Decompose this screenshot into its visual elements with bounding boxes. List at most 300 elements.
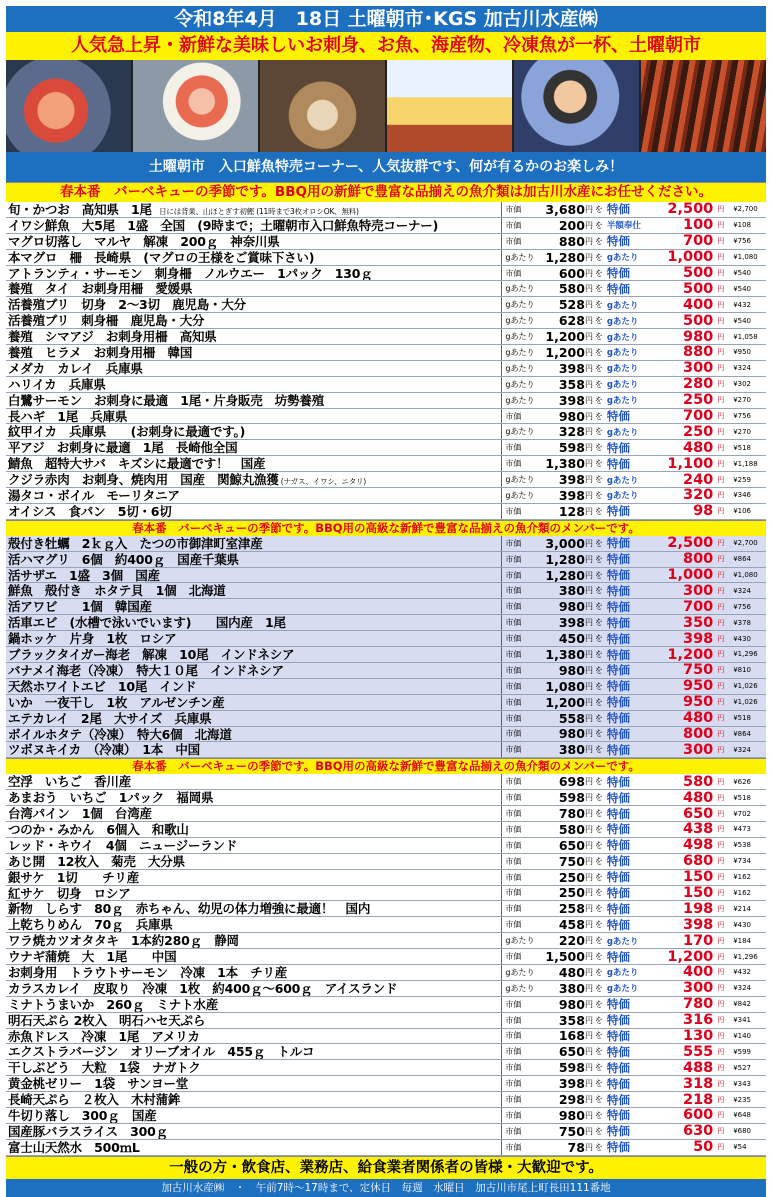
discount-tag: 特価	[606, 806, 630, 821]
tax-included-price: ¥324	[733, 984, 752, 993]
item-name-text: 養殖 シマアジ お刺身用柵 高知県	[8, 329, 217, 345]
price-label: 市価	[505, 1079, 522, 1089]
item-name	[6, 711, 502, 726]
market-price: 3,000	[545, 535, 585, 551]
item-name	[6, 1029, 502, 1044]
item-name-text: 上乾ちりめん 70ｇ 兵庫県	[8, 917, 173, 933]
special-price: 555	[682, 1043, 714, 1060]
item-name	[6, 393, 502, 408]
item-name	[6, 313, 502, 328]
discount-tag: 特価	[606, 901, 630, 916]
particle: を	[594, 1047, 603, 1057]
particle: を	[594, 1126, 603, 1136]
discount-tag: 特価	[606, 917, 630, 932]
item-name-text: エクストラバージン オリーブオイル 455ｇ トルコ	[8, 1044, 315, 1060]
market-price: 650	[558, 1044, 585, 1060]
price-label: 市価	[505, 1110, 522, 1120]
item-name	[6, 1044, 502, 1059]
particle: を	[594, 1110, 603, 1120]
item-name-text: いか 一夜干し 1枚 アルゼンチン産	[8, 694, 225, 710]
item-name-text: 台湾パイン 1個 台湾産	[8, 806, 152, 821]
yen-unit: 円	[717, 586, 725, 595]
yen-unit: 円	[584, 284, 593, 294]
yen-unit: 円	[717, 809, 725, 818]
discount-tag: gあたり	[606, 316, 639, 327]
price-row	[6, 854, 766, 870]
yen-unit: 円	[717, 443, 725, 452]
particle: を	[594, 952, 603, 962]
price-row	[6, 790, 766, 806]
yen-unit: 円	[717, 618, 725, 627]
market-price: 558	[558, 710, 585, 726]
yen-unit: 円	[584, 1063, 593, 1073]
special-price: 630	[682, 1123, 714, 1140]
tax-included-price: ¥1,058	[733, 332, 758, 341]
item-name-text: カラスカレイ 皮取り 冷凍 1枚 約400ｇ～600ｇ アイスランド	[8, 980, 398, 996]
particle: を	[594, 872, 603, 882]
price-label: 市価	[505, 999, 522, 1009]
price-label: 市価	[505, 856, 522, 866]
tax-included-price: ¥538	[733, 841, 752, 850]
discount-tag: 特価	[606, 583, 630, 598]
particle: を	[594, 983, 603, 993]
tax-included-price: ¥341	[733, 1016, 752, 1025]
yen-unit: 円	[584, 967, 593, 977]
market-price: 168	[558, 1028, 585, 1044]
yen-unit: 円	[717, 602, 725, 611]
tax-included-price: ¥540	[733, 284, 752, 293]
item-name	[6, 1092, 502, 1107]
item-name	[6, 536, 502, 551]
market-price: 78	[567, 1139, 585, 1155]
item-name-text: 旬・かつお 高知県 1尾	[8, 202, 152, 217]
price-row	[6, 822, 766, 838]
price-row	[6, 345, 766, 361]
discount-tag: 特価	[606, 711, 630, 726]
particle: を	[594, 665, 603, 675]
market-price: 750	[558, 1123, 585, 1139]
item-name-text: ウナギ蒲焼 大 1尾 中国	[8, 949, 177, 964]
special-price: 316	[682, 1012, 714, 1029]
discount-tag: 特価	[606, 504, 630, 519]
tax-included-price: ¥2,700	[733, 539, 758, 548]
special-price: 488	[682, 1059, 714, 1076]
item-name	[6, 266, 502, 281]
item-name	[6, 250, 502, 265]
price-row	[6, 1013, 766, 1029]
special-price: 500	[682, 312, 714, 329]
special-price: 1,200	[667, 646, 714, 663]
discount-tag: 特価	[606, 870, 630, 885]
tax-included-price: ¥702	[733, 809, 752, 818]
yen-unit: 円	[584, 554, 593, 564]
yen-unit: 円	[717, 300, 725, 309]
item-name	[6, 599, 502, 614]
yen-unit: 円	[717, 459, 725, 468]
special-price: 498	[682, 837, 714, 854]
yen-unit: 円	[584, 649, 593, 659]
item-name-text: 牛切り落し 300ｇ 国産	[8, 1107, 157, 1123]
price-row	[6, 472, 766, 488]
discount-tag: 特価	[606, 552, 630, 567]
price-label: 市価	[505, 840, 522, 850]
yen-unit: 円	[584, 475, 593, 485]
yen-unit: 円	[584, 618, 593, 628]
price-label: 市価	[505, 1031, 522, 1041]
price-label: gあたり	[505, 475, 535, 485]
price-row	[6, 297, 766, 313]
price-row	[6, 409, 766, 425]
discount-tag: gあたり	[606, 300, 639, 311]
item-name-text: 天然ホワイトエビ 10尾 インド	[8, 678, 197, 694]
tax-included-price: ¥1,080	[733, 253, 758, 262]
price-label: 市価	[505, 697, 522, 707]
tax-included-price: ¥626	[733, 777, 752, 786]
yen-unit: 円	[717, 650, 725, 659]
price-row	[6, 711, 766, 727]
discount-tag: gあたり	[606, 332, 639, 343]
discount-tag: 特価	[606, 409, 630, 424]
discount-tag: gあたり	[606, 968, 639, 979]
price-label: 市価	[505, 570, 522, 580]
price-label: 市価	[505, 793, 522, 803]
item-name	[6, 218, 502, 233]
yen-unit: 円	[584, 1047, 593, 1057]
discount-tag: 特価	[606, 679, 630, 694]
price-label: 市価	[505, 1047, 522, 1057]
item-name-text: ハリイカ 兵庫県	[8, 376, 106, 392]
market-price: 1,200	[545, 344, 585, 360]
item-name-text: 活サザエ 1盛 3個 国産	[8, 567, 160, 583]
yen-unit: 円	[584, 538, 593, 548]
yen-unit: 円	[717, 555, 725, 564]
item-name	[6, 202, 502, 217]
yen-unit: 円	[584, 936, 593, 946]
price-row	[6, 552, 766, 568]
price-label: 市価	[505, 602, 522, 612]
discount-tag: 特価	[606, 726, 630, 741]
yen-unit: 円	[584, 411, 593, 421]
tax-included-price: ¥756	[733, 237, 752, 246]
yen-unit: 円	[584, 920, 593, 930]
price-row	[6, 234, 766, 250]
item-name-text: 鮮魚 殻付き ホタテ貝 1個 北海道	[8, 583, 226, 599]
page-title: 令和8年4月 18日 土曜朝市･KGS 加古川水産㈱	[6, 6, 766, 32]
tax-included-price: ¥756	[733, 602, 752, 611]
yen-unit: 円	[584, 809, 593, 818]
tax-included-price: ¥2,700	[733, 205, 758, 214]
item-name-text: つのか・みかん 6個入 和歌山	[8, 821, 189, 837]
special-price: 300	[682, 360, 714, 377]
item-name	[6, 1108, 502, 1123]
yen-unit: 円	[717, 507, 725, 516]
discount-tag: 特価	[606, 1013, 630, 1028]
discount-tag: 特価	[606, 456, 630, 471]
particle: を	[594, 713, 603, 723]
item-name-text: 鯖魚 超特大サバ キズシに最適です！ 国産	[8, 456, 266, 472]
special-price: 1,000	[667, 567, 714, 584]
item-name-text: 養殖 ヒラメ お刺身用柵 韓国	[8, 345, 193, 360]
price-row	[6, 250, 766, 266]
discount-tag: 特価	[606, 663, 630, 678]
item-name	[6, 424, 502, 439]
price-row	[6, 583, 766, 599]
tax-included-price: ¥324	[733, 586, 752, 595]
bbq-illustration	[387, 60, 512, 152]
price-label: 市価	[505, 729, 522, 739]
yen-unit: 円	[584, 745, 593, 755]
item-name-text: イワシ鮮魚 大5尾 1盛 全国 (9時まで；土曜朝市入口鮮魚特売コーナー)	[8, 217, 439, 233]
market-price: 880	[558, 233, 585, 249]
tax-included-price: ¥346	[733, 491, 752, 500]
item-name-text: ワラ焼カツオタタキ 1本約280ｇ 静岡	[8, 933, 239, 949]
sub-banner: 土曜朝市 入口鮮魚特売コーナー、人気抜群です、何が有るかのお楽しみ！	[6, 152, 766, 182]
market-price: 1,280	[545, 551, 585, 567]
tax-included-price: ¥430	[733, 920, 752, 929]
market-price: 328	[558, 424, 585, 440]
price-label: 市価	[505, 920, 522, 930]
yen-unit: 円	[584, 347, 593, 357]
item-name-text: 平アジ お刺身に最適 1尾 長崎他全国	[8, 440, 238, 456]
tax-included-price: ¥648	[733, 1111, 752, 1120]
price-list-section	[6, 202, 766, 520]
price-row	[6, 361, 766, 377]
tax-included-price: ¥518	[733, 793, 752, 802]
item-name-text: 空浮 いちご 香川産	[8, 774, 132, 790]
price-label: gあたり	[505, 347, 535, 357]
yen-unit: 円	[584, 697, 593, 707]
item-name	[6, 663, 502, 678]
special-price: 1,000	[667, 249, 714, 266]
price-label: 市価	[505, 586, 522, 596]
item-name-text: ブラックタイガー海老 解凍 10尾 インドネシア	[8, 647, 295, 662]
particle: を	[594, 1142, 603, 1152]
particle: を	[594, 284, 603, 294]
price-row	[6, 329, 766, 345]
item-name-text: あじ開 12枚入 菊売 大分県	[8, 853, 185, 869]
price-row	[6, 202, 766, 218]
yen-unit: 円	[717, 952, 725, 961]
discount-tag: gあたり	[606, 364, 639, 375]
particle: を	[594, 840, 603, 850]
particle: を	[594, 809, 603, 818]
item-name	[6, 631, 502, 646]
market-price: 1,380	[545, 456, 585, 472]
tax-included-price: ¥810	[733, 666, 752, 675]
yen-unit: 円	[584, 220, 593, 230]
price-label: 市価	[505, 809, 522, 818]
item-name	[6, 1140, 502, 1155]
market-price: 398	[558, 472, 585, 488]
market-price: 450	[558, 631, 585, 647]
special-price: 320	[682, 487, 714, 504]
flyer	[6, 6, 766, 1197]
yen-unit: 円	[717, 221, 725, 230]
item-name	[6, 727, 502, 742]
discount-tag: 特価	[606, 281, 630, 296]
tax-included-price: ¥842	[733, 1000, 752, 1009]
yen-unit: 円	[717, 332, 725, 341]
yen-unit: 円	[717, 539, 725, 548]
yen-unit: 円	[584, 427, 593, 437]
yen-unit: 円	[717, 777, 725, 786]
price-label: 市価	[505, 220, 522, 230]
yen-unit: 円	[584, 506, 593, 516]
yen-unit: 円	[584, 999, 593, 1009]
price-row	[6, 536, 766, 552]
price-label: gあたり	[505, 427, 535, 437]
tax-included-price: ¥430	[733, 634, 752, 643]
special-price: 1,200	[667, 948, 714, 965]
yen-unit: 円	[717, 841, 725, 850]
item-name	[6, 552, 502, 567]
yen-unit: 円	[584, 888, 593, 898]
yen-unit: 円	[717, 380, 725, 389]
particle: を	[594, 824, 603, 834]
item-name-text: 活ハマグリ 6個 約400ｇ 国産千葉県	[8, 551, 239, 567]
price-row	[6, 933, 766, 949]
price-row	[6, 695, 766, 711]
item-name	[6, 409, 502, 424]
price-list-section	[6, 774, 766, 1155]
item-name	[6, 297, 502, 312]
discount-tag: 特価	[606, 1124, 630, 1139]
price-label: 市価	[505, 1095, 522, 1105]
price-row	[6, 377, 766, 393]
tax-included-price: ¥527	[733, 1063, 752, 1072]
price-row	[6, 266, 766, 282]
tax-included-price: ¥1,296	[733, 952, 758, 961]
item-name	[6, 870, 502, 885]
yen-unit: 円	[717, 237, 725, 246]
tax-included-price: ¥140	[733, 1031, 752, 1040]
price-row	[6, 917, 766, 933]
item-name	[6, 361, 502, 376]
particle: を	[594, 1063, 603, 1073]
item-name-text: バナメイ海老（冷凍） 特大１０尾 インドネシア	[8, 662, 284, 678]
special-price: 300	[682, 582, 714, 599]
market-price: 1,080	[545, 678, 585, 694]
yen-unit: 円	[584, 570, 593, 580]
price-row	[6, 965, 766, 981]
special-price: 350	[682, 614, 714, 631]
market-price: 980	[558, 662, 585, 678]
discount-tag: 特価	[606, 266, 630, 281]
special-price: 130	[682, 1027, 714, 1044]
discount-tag: 特価	[606, 1092, 630, 1107]
particle: を	[594, 347, 603, 357]
price-row	[6, 1140, 766, 1156]
price-label: 市価	[505, 236, 522, 246]
special-price: 398	[682, 916, 714, 933]
price-label: 市価	[505, 268, 522, 278]
price-row	[6, 1124, 766, 1140]
item-note: 日には背業、山ほとぎす初鰹 (11時まで3枚オロシOK、無料)	[151, 207, 359, 216]
price-row	[6, 615, 766, 631]
discount-tag: 特価	[606, 854, 630, 869]
price-row	[6, 1029, 766, 1045]
particle: を	[594, 363, 603, 373]
particle: を	[594, 459, 603, 469]
item-name-text: 鍋ホッケ 片身 1枚 ロシア	[8, 631, 177, 647]
item-name	[6, 981, 502, 996]
item-name	[6, 965, 502, 980]
price-label: 市価	[505, 888, 522, 898]
item-name-text: 紋甲イカ 兵庫県 (お刺身に最適です。)	[8, 424, 246, 440]
special-price: 218	[682, 1091, 714, 1108]
yen-unit: 円	[584, 363, 593, 373]
yen-unit: 円	[584, 490, 593, 500]
special-price: 1,100	[667, 455, 714, 472]
price-row	[6, 424, 766, 440]
yen-unit: 円	[584, 904, 593, 914]
special-price: 980	[682, 328, 714, 345]
market-price: 398	[558, 360, 585, 376]
price-row	[6, 774, 766, 790]
item-name	[6, 488, 502, 503]
price-label: 市価	[505, 904, 522, 914]
section-heading: 春本番 バーベキューの季節です。BBQ用の高級な新鮮で豊富な品揃えの魚介類のメンバーです。	[6, 520, 766, 536]
price-label: 市価	[505, 538, 522, 548]
price-row	[6, 393, 766, 409]
special-price: 480	[682, 710, 714, 727]
special-price: 580	[682, 773, 714, 790]
price-row	[6, 1060, 766, 1076]
yen-unit: 円	[717, 491, 725, 500]
price-label: 市価	[505, 872, 522, 882]
tax-included-price: ¥864	[733, 729, 752, 738]
tax-included-price: ¥54	[733, 1143, 747, 1152]
price-label: gあたり	[505, 490, 535, 500]
price-label: gあたり	[505, 983, 535, 993]
particle: を	[594, 634, 603, 644]
item-name	[6, 647, 502, 662]
yen-unit: 円	[717, 1127, 725, 1136]
tax-included-price: ¥259	[733, 475, 752, 484]
tax-included-price: ¥1,026	[733, 682, 758, 691]
yen-unit: 円	[717, 1111, 725, 1120]
price-label: 市価	[505, 824, 522, 834]
yen-unit: 円	[584, 1031, 593, 1041]
item-name	[6, 901, 502, 916]
yen-unit: 円	[584, 840, 593, 850]
item-name	[6, 774, 502, 789]
yen-unit: 円	[717, 857, 725, 866]
yen-unit: 円	[717, 936, 725, 945]
item-name-text: 赤魚ドレス 冷凍 1尾 アメリカ	[8, 1028, 200, 1044]
price-row	[6, 981, 766, 997]
yen-unit: 円	[717, 269, 725, 277]
yen-unit: 円	[584, 268, 593, 278]
price-row	[6, 647, 766, 663]
price-row	[6, 440, 766, 456]
market-price: 980	[558, 1107, 585, 1123]
item-name	[6, 854, 502, 869]
price-row	[6, 313, 766, 329]
market-price: 258	[558, 901, 585, 917]
headline: 人気急上昇・新鮮な美味しいお刺身、お魚、海産物、冷凍魚が一杯、土曜朝市	[6, 32, 766, 60]
price-row	[6, 663, 766, 679]
yen-unit: 円	[717, 475, 725, 484]
particle: を	[594, 220, 603, 230]
item-name-text: 長崎天ぷら ２枚入 木村蒲鉾	[8, 1092, 181, 1107]
tax-included-price: ¥599	[733, 1047, 752, 1056]
price-label: 市価	[505, 713, 522, 723]
price-row	[6, 568, 766, 584]
yen-unit: 円	[584, 316, 593, 326]
discount-tag: 半額奉仕	[606, 221, 641, 232]
yen-unit: 円	[717, 427, 725, 436]
